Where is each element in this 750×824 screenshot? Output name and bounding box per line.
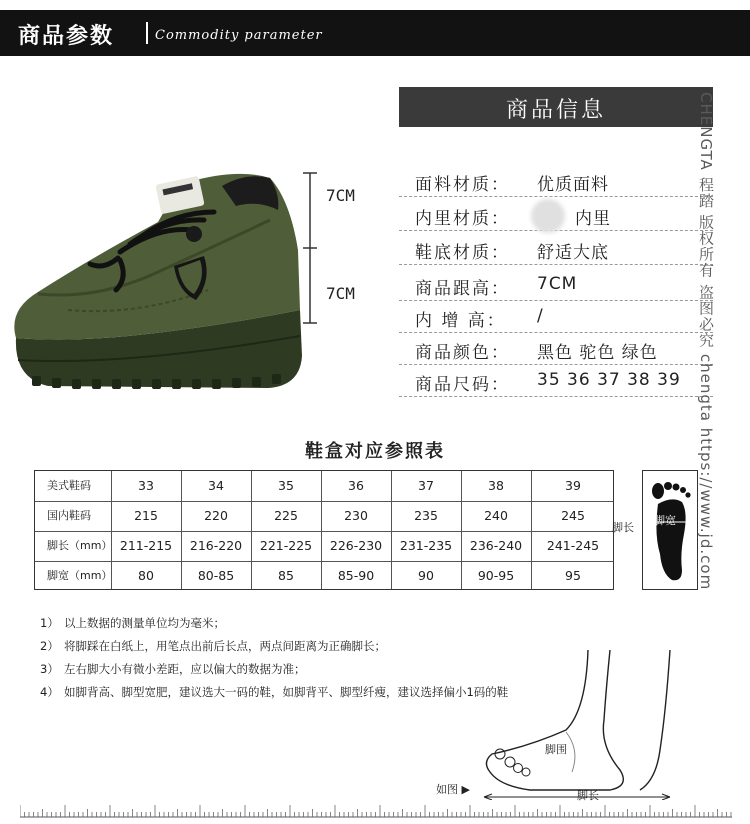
- info-label: 商品跟高：: [415, 279, 510, 299]
- as-shown-label: 如图 ▶: [436, 783, 470, 796]
- foot-width-label: 脚宽: [654, 514, 676, 527]
- info-value: 黑色 驼色 绿色: [537, 343, 658, 363]
- table-cell: 225: [274, 508, 298, 523]
- note-number: 3）: [40, 662, 59, 676]
- height-dimension-line: [303, 172, 317, 324]
- length-label: 脚长: [577, 789, 599, 802]
- info-row-heel: [399, 269, 713, 301]
- info-value: 内里: [575, 209, 611, 229]
- table-cell: 80-85: [197, 568, 235, 583]
- table-row-header: 脚长（mm）: [47, 539, 113, 552]
- note-text: 将脚踩在白纸上，用笔点出前后长点，两点间距离为正确脚长；: [64, 639, 386, 653]
- table-cell: 90-95: [477, 568, 515, 583]
- info-value: 35 36 37 38 39: [537, 370, 681, 390]
- table-cell: 221-225: [259, 538, 313, 553]
- info-label: 鞋底材质：: [415, 243, 510, 263]
- table-cell: 245: [561, 508, 585, 523]
- note-number: 1）: [40, 616, 59, 630]
- info-row-fabric: [399, 165, 713, 197]
- note-item: [40, 661, 306, 677]
- footprint-icon: [646, 474, 694, 586]
- table-cell: 220: [204, 508, 228, 523]
- info-label: 面料材质：: [415, 175, 510, 195]
- note-text: 左右脚大小有微小差距，应以偏大的数据为准；: [64, 662, 306, 676]
- note-item: [40, 638, 386, 654]
- table-cell: 33: [138, 478, 154, 493]
- table-cell: 37: [418, 478, 434, 493]
- circumference-label: 脚围: [545, 743, 567, 756]
- table-cell: 85-90: [337, 568, 375, 583]
- info-row-insole-lift: [399, 301, 713, 333]
- table-cell: 240: [484, 508, 508, 523]
- table-cell: 236-240: [469, 538, 523, 553]
- foot-measure-diagram: [470, 650, 690, 800]
- blurred-mark: [531, 199, 565, 233]
- table-cell: 95: [565, 568, 581, 583]
- note-number: 4）: [40, 685, 59, 699]
- info-panel-title: 商品信息: [505, 98, 606, 123]
- upper-height-label: 7CM: [326, 186, 355, 205]
- table-cell: 39: [565, 478, 581, 493]
- info-label: 内里材质：: [415, 209, 510, 229]
- shoe-image: [8, 160, 308, 400]
- info-label: 商品颜色：: [415, 343, 510, 363]
- table-cell: 80: [138, 568, 154, 583]
- table-row-header: 国内鞋码: [47, 509, 91, 522]
- sole-height-label: 7CM: [326, 284, 355, 303]
- info-value: 7CM: [537, 274, 578, 294]
- section-header: [0, 10, 750, 56]
- product-info-panel: [399, 87, 713, 399]
- table-cell: 36: [348, 478, 364, 493]
- size-chart-table: [34, 470, 614, 590]
- info-value: /: [537, 306, 544, 326]
- table-row-header: 脚宽（mm）: [47, 569, 113, 582]
- table-cell: 241-245: [546, 538, 600, 553]
- copyright-watermark: CHENGTA 程踏 版权所有 盗图必究 chengta https://www.jd.com: [697, 92, 715, 591]
- info-row-lining: [399, 199, 713, 231]
- note-text: 如脚背高、脚型宽肥，建议选大一码的鞋，如脚背平、脚型纤瘦，建议选择偏小1码的鞋: [64, 685, 509, 699]
- table-cell: 38: [488, 478, 504, 493]
- table-cell: 34: [208, 478, 224, 493]
- info-label: 内 增 高：: [415, 311, 506, 331]
- info-row-sizes: [399, 365, 713, 397]
- table-cell: 235: [414, 508, 438, 523]
- title-separator: [146, 22, 148, 44]
- section-title-en: Commodity parameter: [155, 28, 323, 43]
- table-cell: 215: [134, 508, 158, 523]
- foot-length-label: 脚长: [612, 521, 634, 534]
- note-number: 2）: [40, 639, 59, 653]
- info-panel-header: [399, 87, 713, 127]
- table-cell: 35: [278, 478, 294, 493]
- table-row-header: 美式鞋码: [47, 479, 91, 492]
- info-value: 舒适大底: [537, 243, 609, 263]
- table-cell: 90: [418, 568, 434, 583]
- note-text: 以上数据的测量单位均为毫米；: [64, 616, 225, 630]
- note-item: [40, 615, 225, 631]
- info-label: 商品尺码：: [415, 375, 510, 395]
- ruler-scale: [20, 798, 732, 818]
- table-cell: 231-235: [399, 538, 453, 553]
- info-row-sole: [399, 233, 713, 265]
- size-chart-title: 鞋盒对应参照表: [305, 441, 445, 462]
- info-row-colors: [399, 333, 713, 365]
- table-cell: 85: [278, 568, 294, 583]
- table-cell: 216-220: [189, 538, 243, 553]
- section-title-cn: 商品参数: [18, 24, 115, 49]
- table-cell: 230: [344, 508, 368, 523]
- info-value: 优质面料: [537, 175, 609, 195]
- note-item: [40, 684, 508, 700]
- table-cell: 211-215: [119, 538, 173, 553]
- table-cell: 226-230: [329, 538, 383, 553]
